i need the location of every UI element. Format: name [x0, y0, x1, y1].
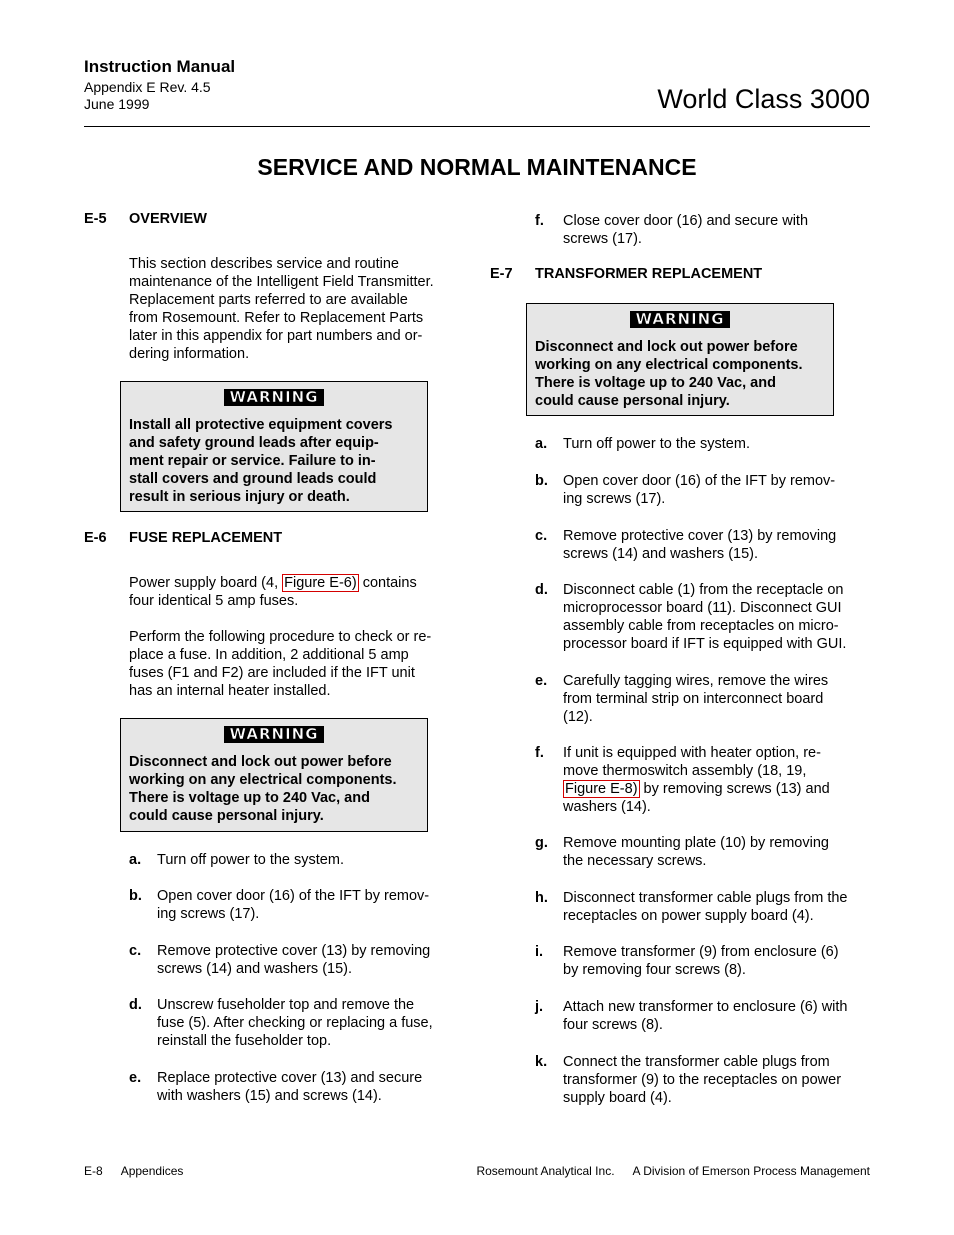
warning-text: Disconnect and lock out power before working on any electrical components. There is voltage up to 240 Vac, and could cause personal injury. [129, 754, 397, 824]
warning-box-power-transformer [526, 303, 834, 416]
warning-box-power-fuse [120, 718, 428, 832]
warning-text: Install all protective equipment covers and safety ground leads after equip- ment repair or service. Failure to in- stall covers and ground leads could result in serious injury or death. [129, 417, 393, 505]
company-name: Rosemount Analytical Inc. [476, 1164, 615, 1178]
product-name: World Class 3000 [657, 84, 870, 114]
section-number: E-5 [84, 211, 107, 227]
section-e7-heading [490, 266, 870, 284]
text-line: later in this appendix for part numbers and or- [129, 328, 423, 344]
publication-date: June 1999 [84, 96, 150, 112]
footer-right [476, 1164, 870, 1178]
warning-label: WARNING [121, 389, 427, 408]
warning-box-covers [120, 381, 428, 512]
page-number: E-8 [84, 1164, 103, 1178]
section-title: OVERVIEW [129, 211, 207, 227]
fuse-procedure-paragraph: Perform the following procedure to check or re- place a fuse. In addition, 2 additional 5 amp fuses (F1 and F2) are included if the IFT unit has an internal heater installed. [129, 629, 432, 699]
figure-e6-link[interactable]: Figure E-6) [284, 575, 357, 591]
figure-e8-link[interactable]: Figure E-8) [565, 781, 638, 797]
overview-paragraph [129, 255, 474, 363]
section-e6-heading [84, 530, 464, 548]
section-number: E-6 [84, 530, 107, 546]
warning-label: WARNING [527, 311, 833, 330]
text-line: This section describes service and routine [129, 256, 399, 272]
section-title: FUSE REPLACEMENT [129, 530, 283, 546]
appendix-revision: Appendix E Rev. 4.5 [84, 79, 211, 95]
fuse-intro-paragraph: Power supply board (4, Figure E-6) contains four identical 5 amp fuses. [129, 575, 417, 609]
header-rule [84, 126, 870, 127]
footer-left [84, 1164, 183, 1178]
division-name: A Division of Emerson Process Management [632, 1164, 870, 1178]
warning-label: WARNING [121, 726, 427, 745]
section-e5-heading [84, 211, 464, 229]
text-line: maintenance of the Intelligent Field Transmitter. [129, 274, 434, 290]
footer-section-name: Appendices [120, 1164, 184, 1178]
text-line: from Rosemount. Refer to Replacement Parts [129, 310, 424, 326]
section-title: TRANSFORMER REPLACEMENT [535, 266, 763, 282]
page-title: SERVICE AND NORMAL MAINTENANCE [257, 154, 697, 180]
warning-text: Disconnect and lock out power before working on any electrical components. There is voltage up to 240 Vac, and could cause personal injury. [535, 339, 803, 409]
section-number: E-7 [490, 266, 513, 282]
text-line: Replacement parts referred to are available [129, 292, 408, 308]
text-line: dering information. [129, 346, 250, 362]
manual-title: Instruction Manual [84, 57, 236, 76]
